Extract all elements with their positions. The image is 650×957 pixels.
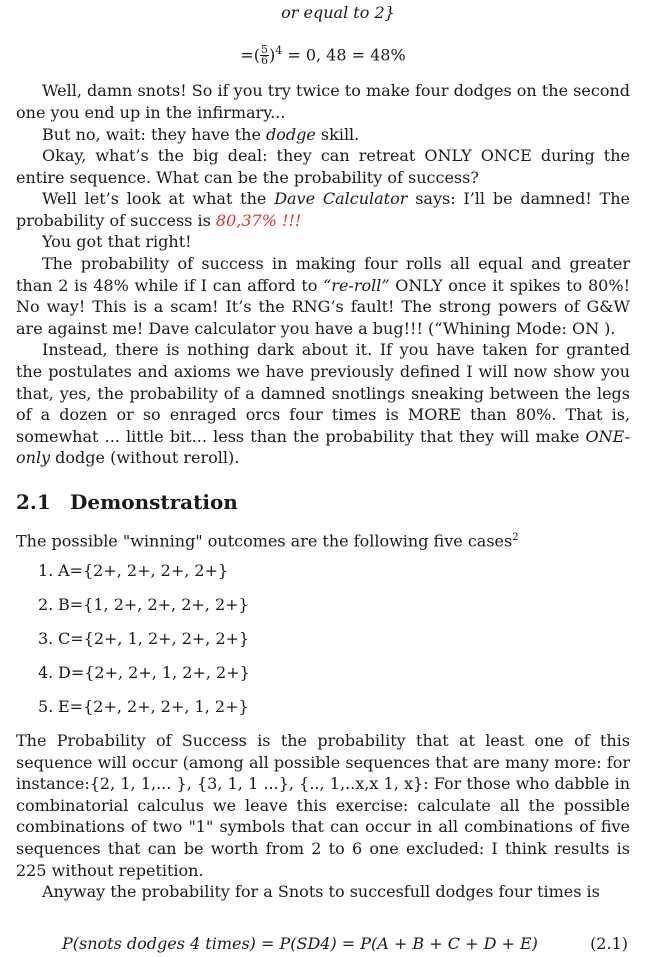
list-item-text: B={1, 2+, 2+, 2+, 2+}: [58, 594, 249, 614]
equation-expression: P(snots dodges 4 times) = P(SD4) = P(A + B + C + D + E): [62, 933, 538, 953]
probability-formula: [16, 40, 630, 66]
equation-number: (2.1): [590, 933, 628, 953]
list-item-text: A={2+, 2+, 2+, 2+}: [58, 560, 229, 580]
text-run: skill.: [315, 124, 360, 144]
text-run: The possible "winning" outcomes are the following five cases: [16, 531, 513, 551]
text-run: ONLY once it spikes to 80%! No way! This is a scam! It’s the RNG’s fault! The strong powers of G&W are against me! Dave calculator you have a bug!!! (“Whining Mode: ON ).: [16, 275, 630, 338]
list-item-number: 5.: [38, 696, 54, 716]
paragraph-got-it-right: You got that right!: [42, 232, 192, 252]
fraction: [260, 45, 269, 66]
paragraph-retreat-once: Okay, what’s the big deal: they can retreat ONLY ONCE during the entire sequence. What can be the probability of success?: [16, 146, 630, 187]
list-item-text: E={2+, 2+, 2+, 1, 2+}: [58, 696, 249, 716]
formula-exponent: 4: [275, 44, 283, 57]
list-item: [16, 662, 630, 684]
text-run: The probability of success in making four rolls all equal and greater than 2 is 48% while if I can afford to: [16, 254, 630, 295]
list-item: [16, 560, 630, 582]
emphasis-re-roll: “re-roll”: [323, 275, 390, 295]
list-item: [16, 628, 630, 650]
cases-intro: [16, 527, 630, 552]
formula-result: = 0, 48 = 48%: [282, 45, 406, 65]
list-item-number: 4.: [38, 662, 54, 682]
paragraph-damn-snots: Well, damn snots! So if you try twice to make four dodges on the second one you end up in the infirmary...: [16, 81, 630, 122]
success-percentage-highlight: 80,37% !!!: [215, 210, 302, 230]
emphasis-dodge: dodge: [266, 124, 316, 144]
text-run: Well let’s look at what the: [42, 189, 275, 209]
paragraph-dodge-skill: [16, 124, 630, 146]
paragraph-probability-of-success: The Probability of Success is the probability that at least one of this sequence will occur (among all possible sequences that are many more: for instance:{2, 1, 1,... }, {3, 1, 1 ...}, {.., 1,..x,x 1, x}: For those who dabble in combinatorial calculus we leave this exercise: calculate all the possible combinations of two "1" symbols that can occur in all combinations of five sequences that can be worth from 2 to 6 one excluded: I think results is 225 without repetition.: [16, 730, 630, 880]
emphasis-dave-calculator: Dave Calculator: [274, 189, 408, 209]
list-item: [16, 696, 630, 718]
section-heading: [16, 489, 630, 515]
emphasis-one-only: ONE-only: [16, 426, 630, 468]
formula-prefix: =(: [240, 45, 260, 65]
equation-2-1: [16, 933, 630, 957]
footnote-marker: 2: [512, 532, 519, 544]
list-item: [16, 594, 630, 616]
winning-cases-list: [16, 560, 630, 718]
text-run: But no, wait: they have the: [42, 124, 266, 144]
paragraph-anyway: Anyway the probability for a Snots to succesfull dodges four times is: [42, 882, 600, 902]
paragraph-probability-comparison: [16, 253, 630, 339]
text-run: says: I’ll be damned! The probability of success is: [16, 189, 631, 230]
fraction-numerator: 5: [260, 43, 268, 57]
formula-suffix: ): [268, 45, 276, 65]
text-run: dodge (without reroll).: [50, 448, 240, 468]
list-item-number: 3.: [38, 628, 54, 648]
list-item-number: 1.: [38, 560, 54, 580]
section-title: Demonstration: [70, 490, 238, 515]
paragraph-dave-calculator: [16, 188, 630, 231]
document-page: [16, 0, 630, 957]
list-item-text: C={2+, 1, 2+, 2+, 2+}: [58, 628, 250, 648]
text-run: Instead, there is nothing dark about it. If you have taken for granted the postulates and axioms we have previously defined I will now show you that, yes, the probability of a damned snotlings sneaking between the legs of a dozen or so enraged orcs four times is MORE than 80%. That is, somewhat ... little bit... less than the probability that they will make: [16, 340, 630, 446]
paragraph-nothing-dark: [16, 339, 630, 469]
continued-formula-fragment: or equal to 2}: [281, 3, 395, 22]
list-item-number: 2.: [38, 594, 54, 614]
section-number: 2.1: [16, 490, 51, 515]
list-item-text: D={2+, 2+, 1, 2+, 2+}: [58, 662, 250, 682]
fraction-denominator: 6: [260, 54, 268, 68]
